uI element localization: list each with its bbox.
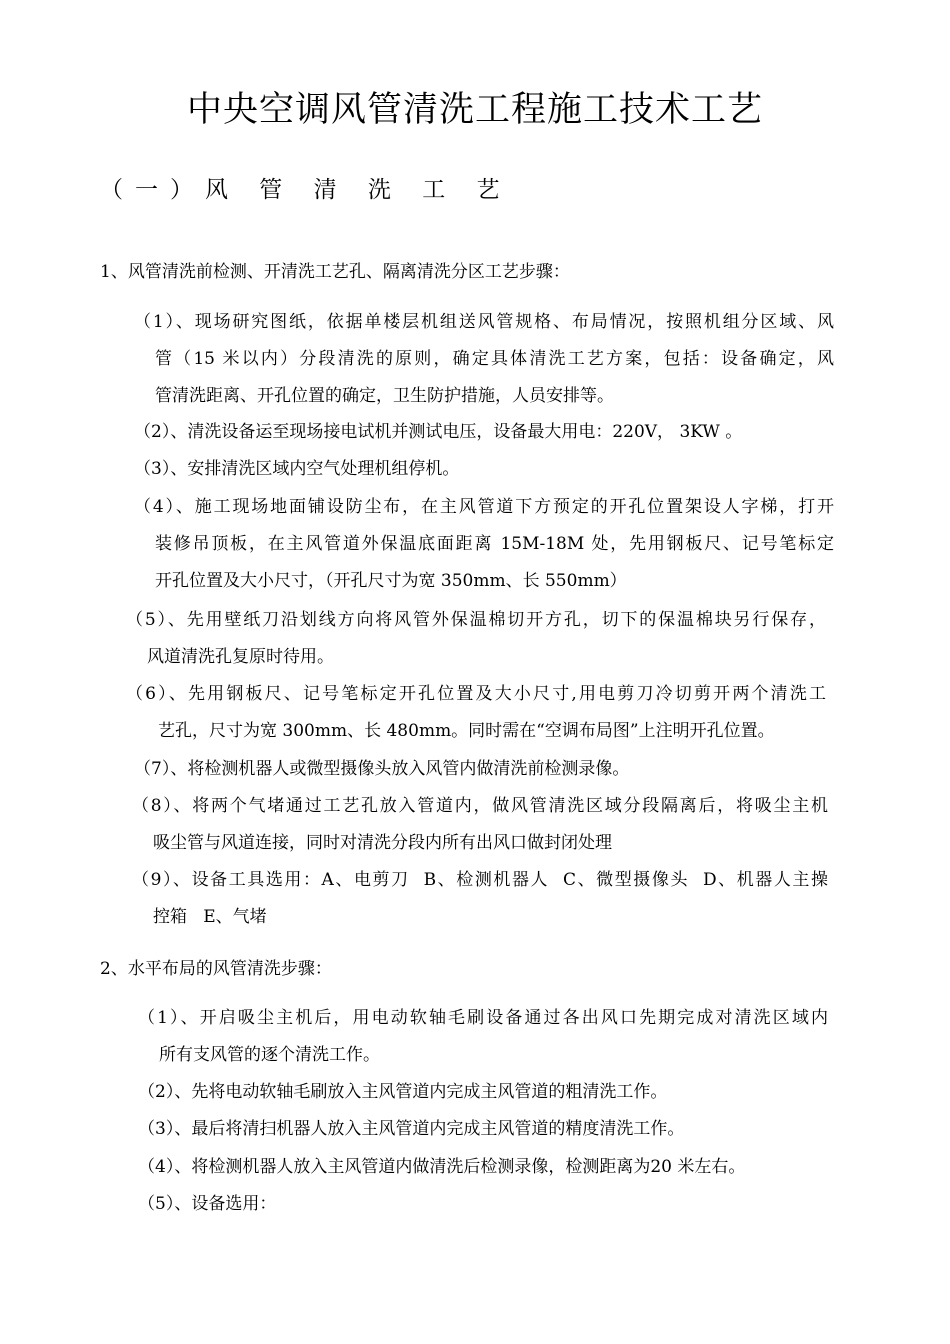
item-text: （2）、清洗设备运至现场接电试机并测试电压，设备最大用电：220V， 3KW 。 bbox=[134, 422, 743, 442]
item-text: （4）、施工现场地面铺设防尘布，在主风管道下方预定的开孔位置架设人字梯，打开 bbox=[134, 497, 834, 517]
item-text: （1）、开启吸尘主机后，用电动软轴毛刷设备通过各出风口先期完成对清洗区域内 bbox=[138, 1008, 828, 1028]
part2-item-1 bbox=[138, 1000, 828, 1074]
part1-item-2 bbox=[134, 414, 834, 451]
part1-item-8 bbox=[132, 788, 828, 862]
part2-item-3 bbox=[138, 1111, 838, 1148]
document-title: 中央空调风管清洗工程施工技术工艺 bbox=[186, 90, 763, 130]
part1-item-3 bbox=[134, 451, 834, 488]
item-text: （3）、安排清洗区域内空气处理机组停机。 bbox=[134, 459, 460, 479]
item-text: （9）、设备工具选用：A、电剪刀 B、检测机器人 C、微型摄像头 D、机器人主操 bbox=[132, 870, 828, 890]
item-text-continued: 所有支风管的逐个清洗工作。 bbox=[159, 1045, 380, 1065]
item-text-continued: 艺孔，尺寸为宽 300mm、长 480mm。同时需在“空调布局图”上注明开孔位置。 bbox=[158, 721, 775, 741]
section-heading: （一）风 管 清 洗 工 艺 bbox=[100, 177, 512, 203]
item-text: （7）、将检测机器人或微型摄像头放入风管内做清洗前检测录像。 bbox=[134, 759, 630, 779]
part2-heading: 2、水平布局的风管清洗步骤： bbox=[100, 959, 332, 979]
part1-heading: 1、风管清洗前检测、开清洗工艺孔、隔离清洗分区工艺步骤： bbox=[100, 262, 570, 282]
item-text: （8）、将两个气堵通过工艺孔放入管道内，做风管清洗区域分段隔离后，将吸尘主机 bbox=[132, 796, 828, 816]
item-text-continued: 管清洗距离、开孔位置的确定，卫生防护措施，人员安排等。 bbox=[155, 386, 614, 406]
part2-item-4 bbox=[138, 1149, 838, 1186]
part1-item-6 bbox=[126, 676, 826, 750]
item-text-continued: 吸尘管与风道连接，同时对清洗分段内所有出风口做封闭处理 bbox=[153, 833, 612, 853]
part1-item-1 bbox=[134, 304, 834, 415]
item-text: （4）、将检测机器人放入主风管道内做清洗后检测录像，检测距离为20 米左右。 bbox=[138, 1157, 746, 1177]
part1-item-4 bbox=[134, 489, 834, 600]
part1-item-9 bbox=[132, 862, 828, 936]
item-text-continued: 控箱 E、气堵 bbox=[153, 907, 267, 927]
item-text-continued: 装修吊顶板，在主风管道外保温底面距离 15M-18M 处，先用钢板尺、记号笔标定 bbox=[155, 534, 834, 554]
part2-item-5 bbox=[138, 1186, 838, 1223]
item-text-continued: 开孔位置及大小尺寸，（开孔尺寸为宽 350mm、长 550mm） bbox=[155, 571, 627, 591]
item-text: （2）、先将电动软轴毛刷放入主风管道内完成主风管道的粗清洗工作。 bbox=[138, 1082, 668, 1102]
part2-item-2 bbox=[138, 1074, 838, 1111]
item-text: （6）、先用钢板尺、记号笔标定开孔位置及大小尺寸,用电剪刀冷切剪开两个清洗工 bbox=[126, 684, 826, 704]
item-text: （1）、现场研究图纸，依据单楼层机组送风管规格、布局情况，按照机组分区域、风 bbox=[134, 312, 834, 332]
part1-item-5 bbox=[126, 602, 826, 676]
item-text-continued: 管（15 米以内）分段清洗的原则，确定具体清洗工艺方案，包括：设备确定，风 bbox=[155, 349, 834, 369]
item-text: （3）、最后将清扫机器人放入主风管道内完成主风管道的精度清洗工作。 bbox=[138, 1119, 685, 1139]
item-text-continued: 风道清洗孔复原时待用。 bbox=[147, 647, 334, 667]
part1-item-7 bbox=[134, 751, 834, 788]
item-text: （5）、设备选用： bbox=[138, 1194, 277, 1214]
item-text: （5）、先用壁纸刀沿划线方向将风管外保温棉切开方孔，切下的保温棉块另行保存， bbox=[126, 610, 826, 630]
